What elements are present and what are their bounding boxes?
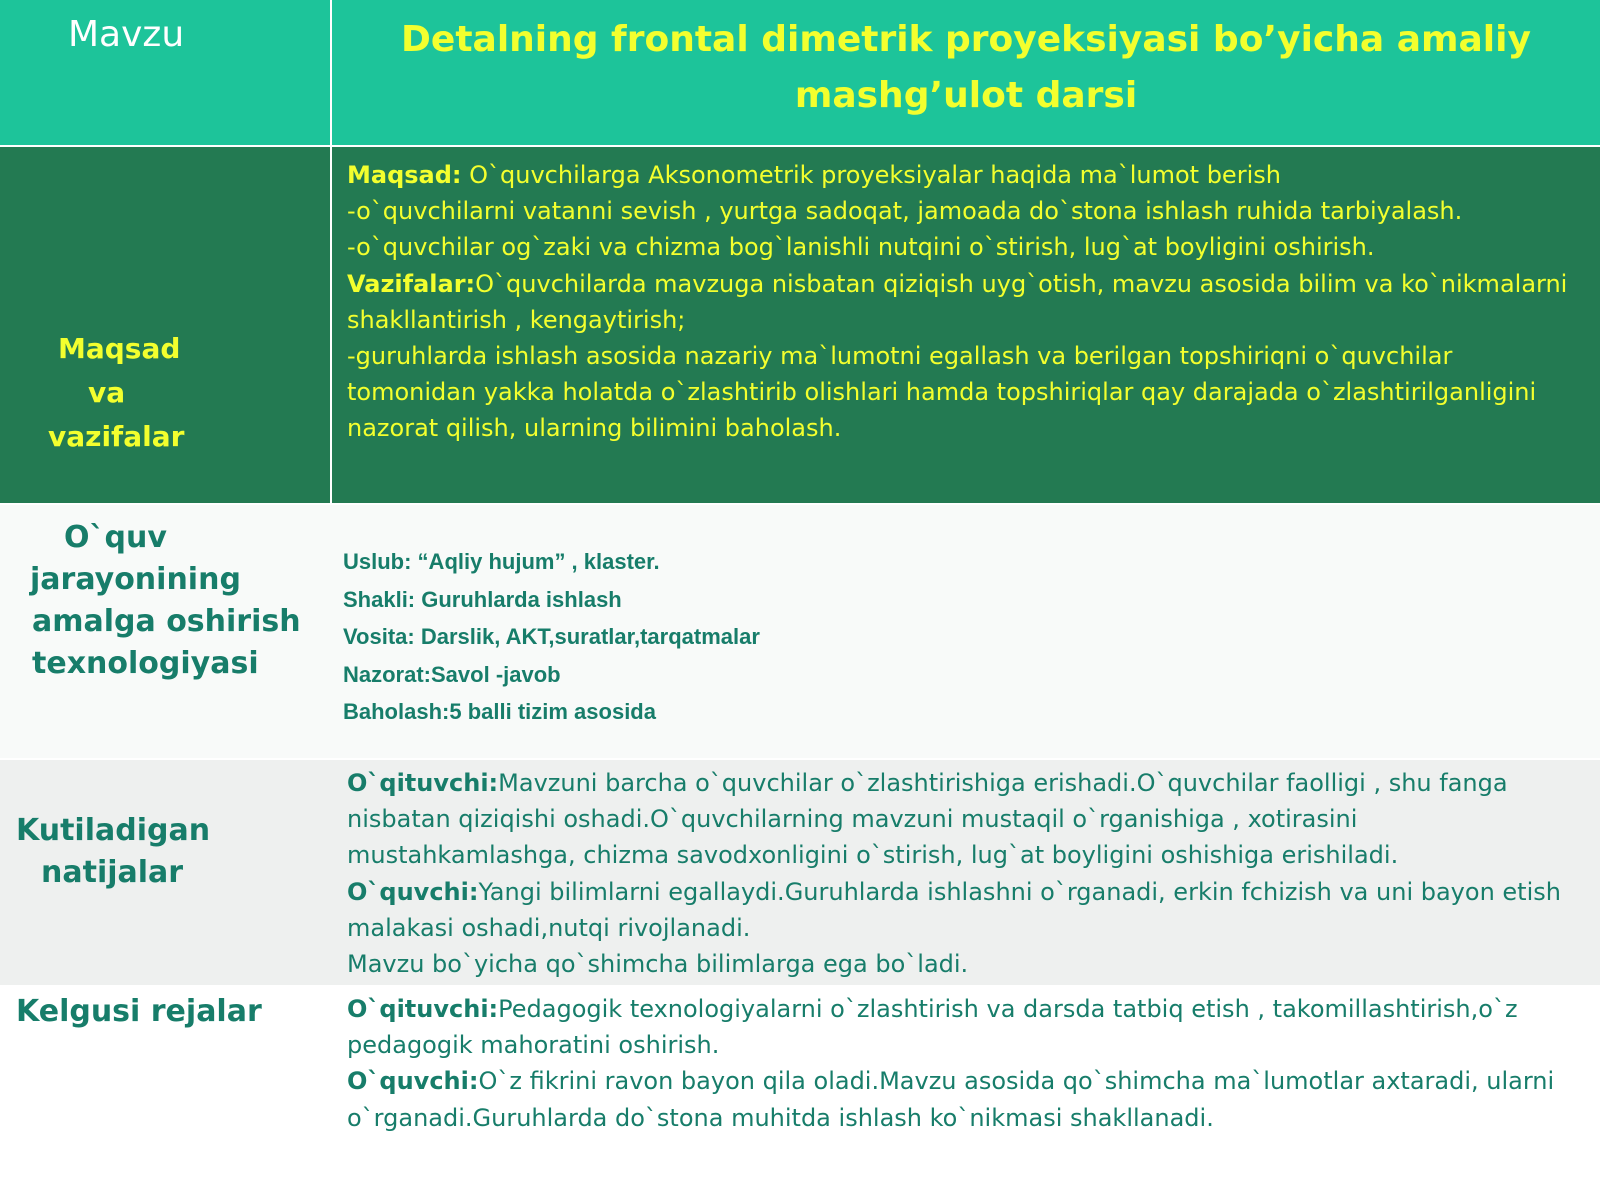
- results-student-text: Yangi bilimlarni egallaydi.Guruhlarda ishlashni o`rganadi, erkin fchizish va uni bayon etish malakasi oshadi,nutqi rivojlanadi.: [347, 877, 1561, 942]
- plans-label: Kelgusi rejalar: [16, 994, 262, 1029]
- results-teacher-text: Mavzuni barcha o`quvchilar o`zlashtirishiga erishadi.O`quvchilar faolligi , shu fanga nisbatan qiziqishi oshadi.O`quvchilarning mavzuni mustaqil o`rganishiga , xotirasini mustahkamlashga, chizma savodxonligini o`stirish, lug`at boyligini oshishiga erishiladi.: [347, 769, 1508, 870]
- plans-student-text: O`z fikrini ravon bayon qila oladi.Mavzu asosida qo`shimcha ma`lumotlar axtaradi, ularni o`rganadi.Guruhlarda do`stona muhitda ishlash ko`nikmasi shakllanadi.: [347, 1067, 1555, 1132]
- technology-label-line-1: O`quv: [64, 520, 167, 555]
- technology-label: [30, 517, 301, 685]
- topic-title-cell: [332, 0, 1600, 145]
- goals-line-2: -o`quvchilarni vatanni sevish , yurtga sadoqat, jamoada do`stona ishlash ruhida tarbiyalash.: [347, 197, 1463, 226]
- maqsad-text: O`quvchilarga Aksonometrik proyeksiyalar haqida ma`lumot berish: [461, 161, 1281, 189]
- results-student-paragraph: [347, 874, 1587, 946]
- goals-label-line-3: vazifalar: [48, 420, 185, 453]
- vazifalar-text: O`quvchilarda mavzuga nisbatan qiziqish uyg`otish, mavzu asosida bilim va ko`nikmalarni shakllantirish , kengaytirish;: [347, 269, 1568, 334]
- technology-item: Shakli: Guruhlarda ishlash: [343, 586, 622, 612]
- results-teacher-heading: O`qituvchi:: [347, 769, 499, 797]
- topic-title: [332, 12, 1600, 124]
- technology-row: [0, 505, 1600, 758]
- plans-teacher-paragraph: [347, 991, 1587, 1063]
- topic-label-cell: [0, 0, 330, 145]
- technology-item: Uslub: “Aqliy hujum” , klaster.: [343, 549, 660, 574]
- technology-item: Nazorat:Savol -javob: [343, 661, 561, 687]
- results-teacher-paragraph: [347, 765, 1587, 874]
- results-label-line-1: Kutiladigan: [16, 813, 211, 848]
- goals-text: [347, 157, 1587, 447]
- goals-label-cell: [0, 147, 330, 503]
- technology-label-line-2: jarayonining: [30, 562, 241, 597]
- technology-label-line-4: texnologiyasi: [32, 646, 259, 681]
- plans-teacher-heading: O`qituvchi:: [347, 995, 499, 1023]
- goals-content-cell: [332, 147, 1600, 503]
- results-extra: Mavzu bo`yicha qo`shimcha bilimlarga ega bo`ladi.: [347, 950, 969, 979]
- goals-maqsad-line: [347, 157, 1587, 193]
- plans-row: [0, 987, 1600, 1200]
- goals-line-5: -guruhlarda ishlash asosida nazariy ma`lumotni egallash va berilgan topshiriqni o`quvchilar tomonidan yakka holatda o`zlashtirib olishlari hamda topshiriqlar qay darajada o`zlashtirilganligini nazorat qilish, ularning bilimini baholash.: [347, 342, 1537, 443]
- topic-title-line-1: Detalning frontal dimetrik proyeksiyasi bo’yicha amaliy: [401, 19, 1531, 60]
- technology-list: [343, 543, 760, 731]
- vazifalar-heading: Vazifalar:: [347, 269, 476, 298]
- results-text: [347, 765, 1587, 982]
- plans-student-heading: O`quvchi:: [347, 1067, 479, 1096]
- topic-title-line-2: mashg’ulot darsi: [794, 75, 1138, 116]
- technology-item: Vosita: Darslik, AKT,suratlar,tarqatmalar: [343, 624, 760, 649]
- plans-student-paragraph: [347, 1063, 1587, 1135]
- results-student-heading: O`quvchi:: [347, 877, 479, 906]
- goals-line-3: -o`quvchilar og`zaki va chizma bog`lanishli nutqini o`stirish, lug`at boyligini oshirish.: [347, 233, 1375, 262]
- plans-teacher-text: Pedagogik texnologiyalarni o`zlashtirish va darsda tatbiq etish , takomillashtirish,o`z pedagogik mahoratini oshirish.: [347, 995, 1518, 1060]
- goals-label: [40, 327, 184, 459]
- technology-label-line-3: amalga oshirish: [32, 604, 301, 639]
- maqsad-heading: Maqsad:: [347, 161, 462, 189]
- topic-label: Mavzu: [68, 14, 185, 55]
- goals-label-line-1: Maqsad: [58, 332, 181, 365]
- technology-item: Baholash:5 balli tizim asosida: [343, 699, 656, 724]
- plans-text: [347, 991, 1587, 1136]
- results-label: [16, 810, 210, 894]
- results-row: [0, 760, 1600, 985]
- goals-vazifalar-line: [347, 266, 1587, 338]
- goals-label-line-2: va: [88, 376, 126, 409]
- results-label-line-2: natijalar: [41, 855, 184, 890]
